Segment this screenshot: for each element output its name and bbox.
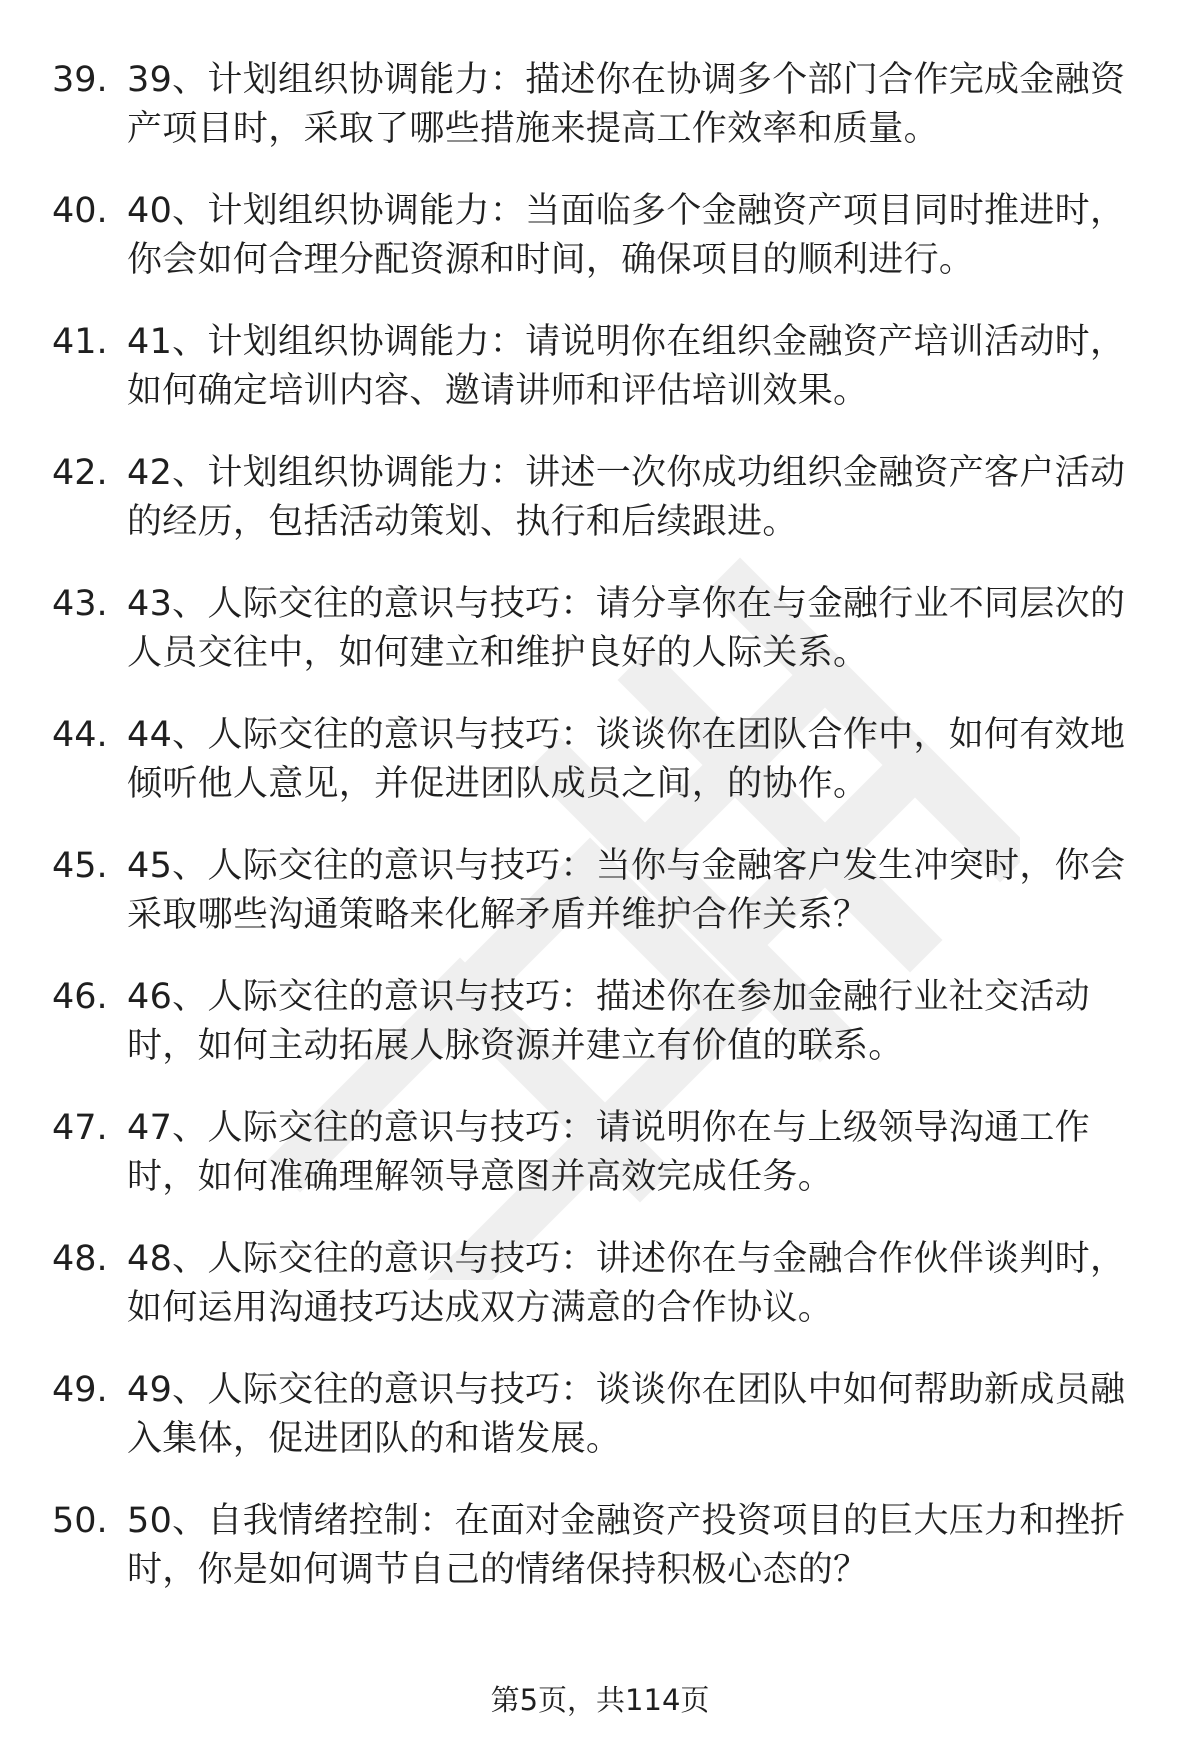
question-number: 40.: [52, 191, 108, 231]
question-text: 40、计划组织协调能力：当面临多个金融资产项目同时推进时，你会如何合理分配资源和时间，确保项目的顺利进行。: [127, 191, 1126, 280]
question-text: 41、计划组织协调能力：请说明你在组织金融资产培训活动时，如何确定培训内容、邀请讲师和评估培训效果。: [127, 322, 1126, 411]
question-number: 39.: [52, 60, 108, 100]
question-item: [0, 1366, 1200, 1497]
question-item: [0, 973, 1200, 1104]
question-number: 43.: [52, 584, 108, 624]
question-text: 45、人际交往的意识与技巧：当你与金融客户发生冲突时，你会采取哪些沟通策略来化解矛盾并维护合作关系？: [127, 846, 1126, 935]
question-number: 41.: [52, 322, 108, 362]
question-number: 50.: [52, 1501, 108, 1541]
question-item: [0, 449, 1200, 580]
question-text: 44、人际交往的意识与技巧：谈谈你在团队合作中，如何有效地倾听他人意见，并促进团队成员之间，的协作。: [127, 715, 1126, 804]
question-text: 42、计划组织协调能力：讲述一次你成功组织金融资产客户活动的经历，包括活动策划、执行和后续跟进。: [127, 453, 1126, 542]
question-item: [0, 1235, 1200, 1366]
question-text: 48、人际交往的意识与技巧：讲述你在与金融合作伙伴谈判时，如何运用沟通技巧达成双方满意的合作协议。: [127, 1239, 1126, 1328]
question-number: 49.: [52, 1370, 108, 1410]
question-number: 47.: [52, 1108, 108, 1148]
question-text: 39、计划组织协调能力：描述你在协调多个部门合作完成金融资产项目时，采取了哪些措施来提高工作效率和质量。: [127, 60, 1126, 149]
question-number: 44.: [52, 715, 108, 755]
question-item: [0, 1497, 1200, 1628]
question-item: [0, 580, 1200, 711]
question-list: [0, 56, 1200, 1628]
question-item: [0, 1104, 1200, 1235]
question-item: [0, 842, 1200, 973]
question-text: 50、自我情绪控制：在面对金融资产投资项目的巨大压力和挫折时，你是如何调节自己的情绪保持积极心态的？: [127, 1501, 1126, 1590]
question-item: [0, 318, 1200, 449]
question-text: 49、人际交往的意识与技巧：谈谈你在团队中如何帮助新成员融入集体，促进团队的和谐发展。: [127, 1370, 1126, 1459]
question-number: 45.: [52, 846, 108, 886]
question-number: 46.: [52, 977, 108, 1017]
question-text: 46、人际交往的意识与技巧：描述你在参加金融行业社交活动时，如何主动拓展人脉资源并建立有价值的联系。: [127, 977, 1090, 1066]
question-number: 48.: [52, 1239, 108, 1279]
question-text: 47、人际交往的意识与技巧：请说明你在与上级领导沟通工作时，如何准确理解领导意图并高效完成任务。: [127, 1108, 1090, 1197]
question-item: [0, 187, 1200, 318]
question-number: 42.: [52, 453, 108, 493]
question-item: [0, 711, 1200, 842]
question-item: [0, 56, 1200, 187]
page-indicator: 第5页，共114页: [490, 1683, 710, 1717]
question-text: 43、人际交往的意识与技巧：请分享你在与金融行业不同层次的人员交往中，如何建立和维护良好的人际关系。: [127, 584, 1126, 673]
